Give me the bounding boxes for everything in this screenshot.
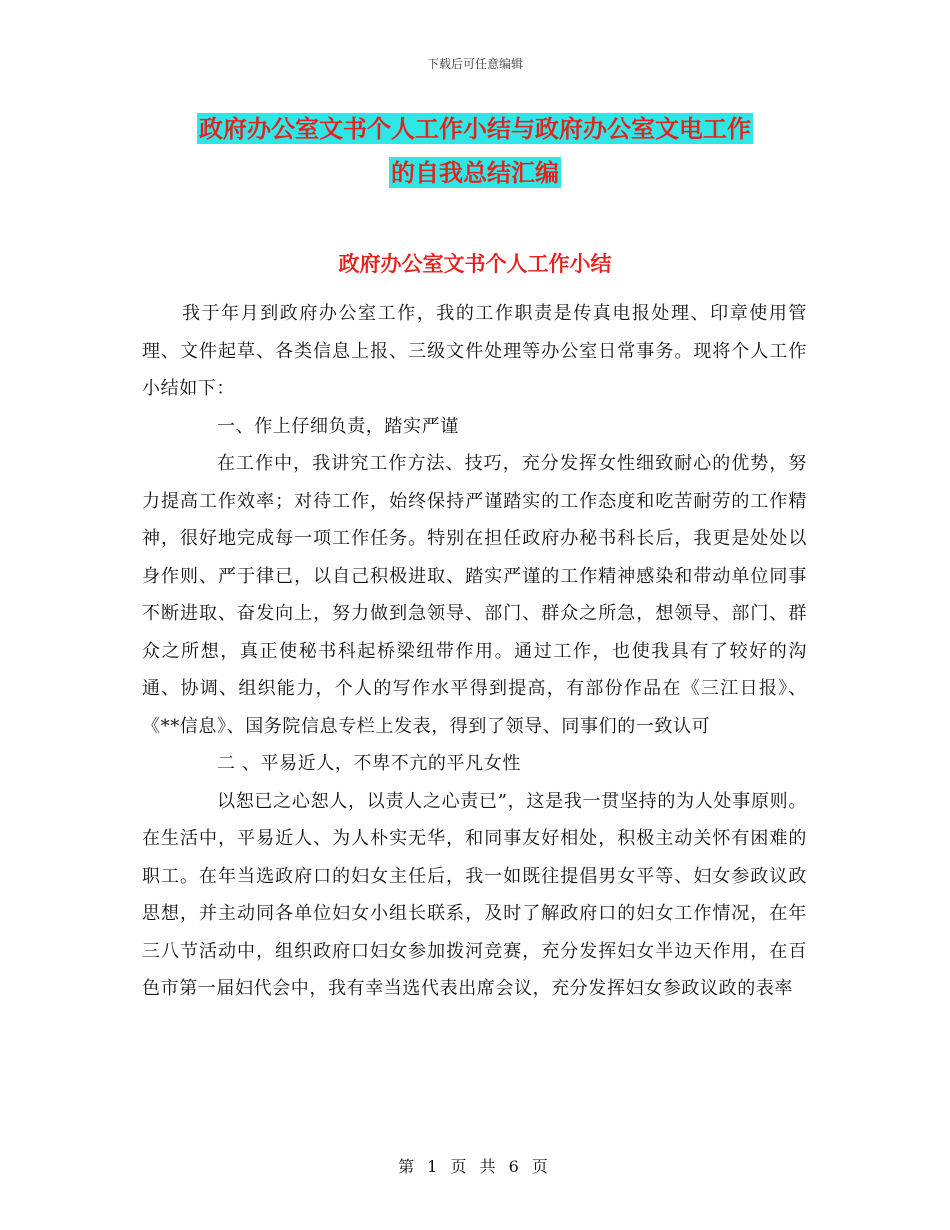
paragraph-two: 以恕已之心恕人，以责人之心责已”，这是我一贯坚持的为人处事原则。在生活中，平易近人、为人朴实无华，和同事友好相处，积极主动关怀有困难的职工。在年当选政府口的妇女主任后，我一如既往提倡男女平等、妇女参政议政思想，并主动同各单位妇女小组长联系，及时了解政府口的妇女工作情况，在年三八节活动中，组织政府口妇女参加拨河竞赛，充分发挥妇女半边天作用，在百色市第一届妇代会中，我有幸当选代表出席会议，充分发挥妇女参政议政的表率 — [142, 790, 807, 999]
section-title: 政府办公室文书个人工作小结 — [338, 251, 612, 276]
header-note: 下载后可任意编辑 — [426, 57, 523, 71]
title-highlight: 政府办公室文书个人工作小结与政府办公室文电工作 — [199, 114, 751, 143]
document-title-line-2 — [0, 156, 950, 190]
document-title-line-1 — [0, 112, 950, 146]
document-body — [142, 295, 807, 1008]
intro-paragraph: 我于年月到政府办公室工作，我的工作职责是传真电报处理、印章使用管理、文件起草、各类信息上报、三级文件处理等办公室日常事务。现将个人工作小结如下： — [142, 303, 807, 399]
paragraph-one: 在工作中，我讲究工作方法、技巧，充分发挥女性细致耐心的优势，努力提高工作效率；对待工作，始终保持严谨踏实的工作态度和吃苦耐劳的工作精神，很好地完成每一项工作任务。特别在担任政府办秘书科长后，我更是处处以身作则、严于律已，以自己积极进取、踏实严谨的工作精神感染和带动单位同事不断进取、奋发向上，努力做到急领导、部门、群众之所急，想领导、部门、群众之所想，真正使秘书科起桥梁纽带作用。通过工作，也使我具有了较好的沟通、协调、组织能力，个人的写作水平得到提高，有部份作品在《三江日报》、《**信息》、国务院信息专栏上发表，得到了领导、同事们的一致认可 — [142, 453, 807, 737]
title-highlight: 的自我总结汇编 — [391, 158, 559, 187]
heading-two: 二 、平易近人，不卑不亢的平凡女性 — [217, 753, 521, 774]
heading-one: 一、作上仔细负责，踏实严谨 — [217, 415, 459, 437]
page-footer: 第 1 页 共 6 页 — [398, 1157, 552, 1176]
